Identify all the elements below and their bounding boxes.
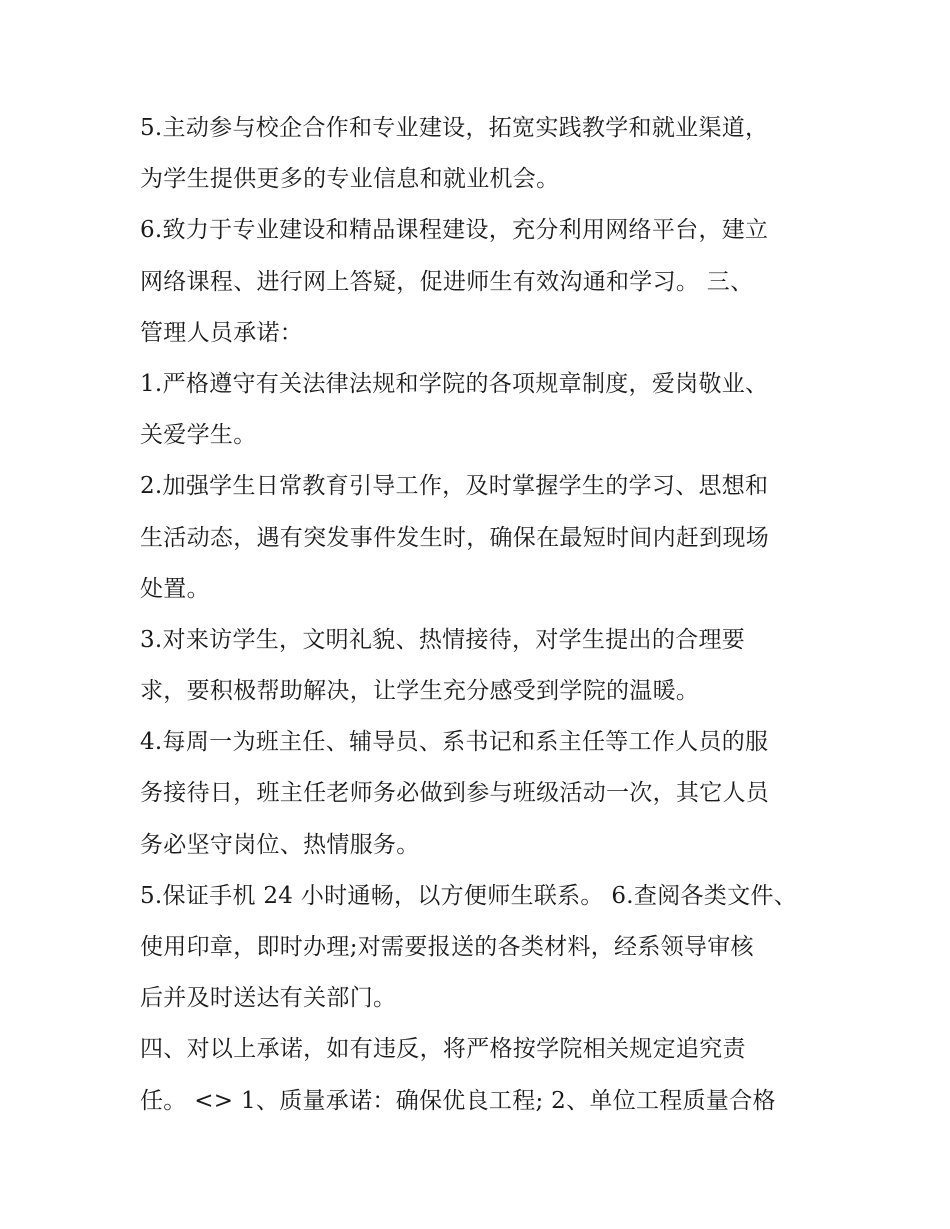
- text-line: 3.对来访学生，文明礼貌、热情接待，对学生提出的合理要: [140, 626, 746, 653]
- text-line: 2.加强学生日常教育引导工作，及时掌握学生的学习、思想和: [140, 473, 769, 500]
- text-line: 务接待日，班主任老师务必做到参与班级活动一次，其它人员: [140, 780, 770, 807]
- text-line: 1.严格遵守有关法律法规和学院的各项规章制度，爱岗敬业、: [140, 370, 769, 397]
- text-line: 求，要积极帮助解决，让学生充分感受到学院的温暖。: [140, 678, 700, 705]
- text-line: 6.致力于专业建设和精品课程建设，充分利用网络平台，建立: [140, 217, 769, 244]
- text-line: 处置。: [140, 575, 210, 602]
- document-body: [140, 103, 820, 1127]
- text-line: 4.每周一为班主任、辅导员、系书记和系主任等工作人员的服: [140, 729, 769, 756]
- text-line: 5.保证手机 24 小时通畅，以方便师生联系。 6.查阅各类文件、: [140, 882, 797, 909]
- text-line: 使用印章，即时办理;对需要报送的各类材料，经系领导审核: [140, 934, 754, 960]
- text-line: 管理人员承诺：: [140, 319, 304, 346]
- text-line: 后并及时送达有关部门。: [140, 985, 397, 1012]
- text-line: 为学生提供更多的专业信息和就业机会。: [140, 166, 560, 193]
- text-line: 四、对以上承诺，如有违反，将严格按学院相关规定追究责: [140, 1036, 746, 1063]
- text-line: 任。 <> 1、质量承诺：确保优良工程; 2、单位工程质量合格: [140, 1087, 776, 1114]
- text-line: 生活动态，遇有突发事件发生时，确保在最短时间内赶到现场: [140, 524, 770, 551]
- text-line: 务必坚守岗位、热情服务。: [140, 831, 420, 858]
- text-line: 5.主动参与校企合作和专业建设，拓宽实践教学和就业渠道，: [140, 115, 769, 141]
- text-line: 网络课程、进行网上答疑，促进师生有效沟通和学习。 三、: [140, 268, 754, 295]
- text-line: 关爱学生。: [140, 422, 257, 449]
